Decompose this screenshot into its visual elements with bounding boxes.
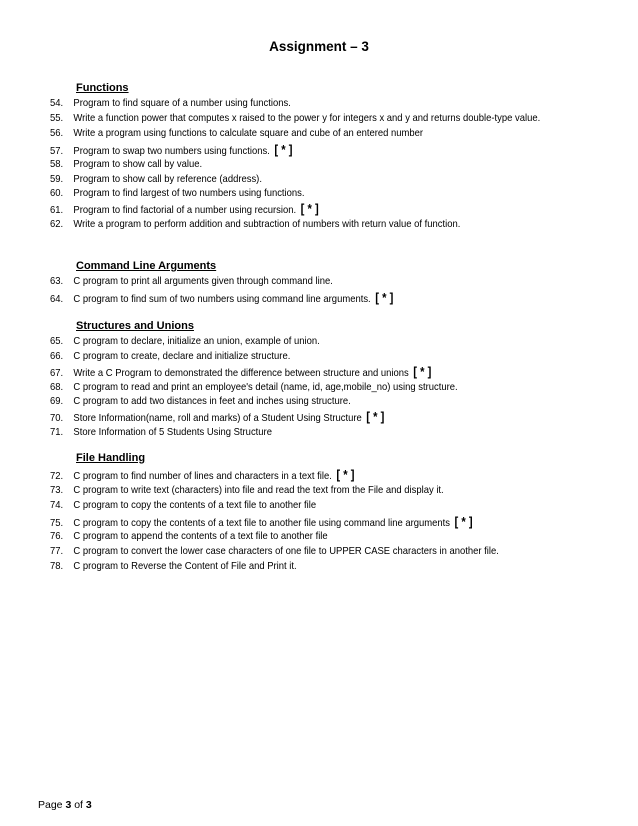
list-item: 78. C program to Reverse the Content of File and Print it. [50,560,297,572]
list-item: 58. Program to show call by value. [50,158,203,170]
star-marker: [ * ] [375,291,394,305]
list-item: 70. Store Information(name, roll and marks) of a Student Using Structure [ * ] [50,410,385,424]
list-item: 56. Write a program using functions to calculate square and cube of an entered number [50,127,424,139]
list-item: 60. Program to find largest of two numbers using functions. [50,187,305,199]
list-item: 59. Program to show call by reference (address). [50,173,262,185]
section-heading-functions: Functions [76,82,129,94]
section-heading-command-line: Command Line Arguments [76,260,217,272]
list-item: 61. Program to find factorial of a number using recursion. [ * ] [50,202,319,216]
list-item: 64. C program to find sum of two numbers using command line arguments. [ * ] [50,291,394,305]
list-item: 68. C program to read and print an employee's detail (name, id, age,mobile_no) using structure. [50,381,458,393]
section-heading-structures: Structures and Unions [76,320,194,332]
list-item: 67. Write a C Program to demonstrated the difference between structure and unions [ * ] [50,365,432,379]
list-item: 74. C program to copy the contents of a text file to another file [50,499,317,511]
list-item: 75. C program to copy the contents of a text file to another file using command line arguments [ * ] [50,515,473,529]
section-heading-file-handling: File Handling [76,452,146,464]
list-item: 57. Program to swap two numbers using functions. [ * ] [50,143,293,157]
list-item: 55. Write a function power that computes x raised to the power y for integers x and y and returns double-type value. [50,112,541,124]
star-marker: [ * ] [274,143,293,157]
star-marker: [ * ] [336,468,355,482]
star-marker: [ * ] [300,202,319,216]
star-marker: [ * ] [366,410,385,424]
star-marker: [ * ] [413,365,432,379]
star-marker: [ * ] [454,515,473,529]
list-item: 77. C program to convert the lower case characters of one file to UPPER CASE characters in another file. [50,545,499,557]
list-item: 62. Write a program to perform addition and subtraction of numbers with return value of function. [50,218,461,230]
list-item: 69. C program to add two distances in feet and inches using structure. [50,395,351,407]
list-item: 65. C program to declare, initialize an union, example of union. [50,335,320,347]
list-item: 76. C program to append the contents of a text file to another file [50,530,328,542]
page-title: Assignment – 3 [269,39,369,54]
list-item: 72. C program to find number of lines and characters in a text file. [ * ] [50,468,355,482]
list-item: 63. C program to print all arguments given through command line. [50,275,333,287]
page-footer: Page 3 of 3 [38,799,92,811]
list-item: 71. Store Information of 5 Students Using Structure [50,426,272,438]
list-item: 54. Program to find square of a number using functions. [50,97,291,109]
list-item: 66. C program to create, declare and initialize structure. [50,350,291,362]
list-item: 73. C program to write text (characters) into file and read the text from the File and display it. [50,484,444,496]
